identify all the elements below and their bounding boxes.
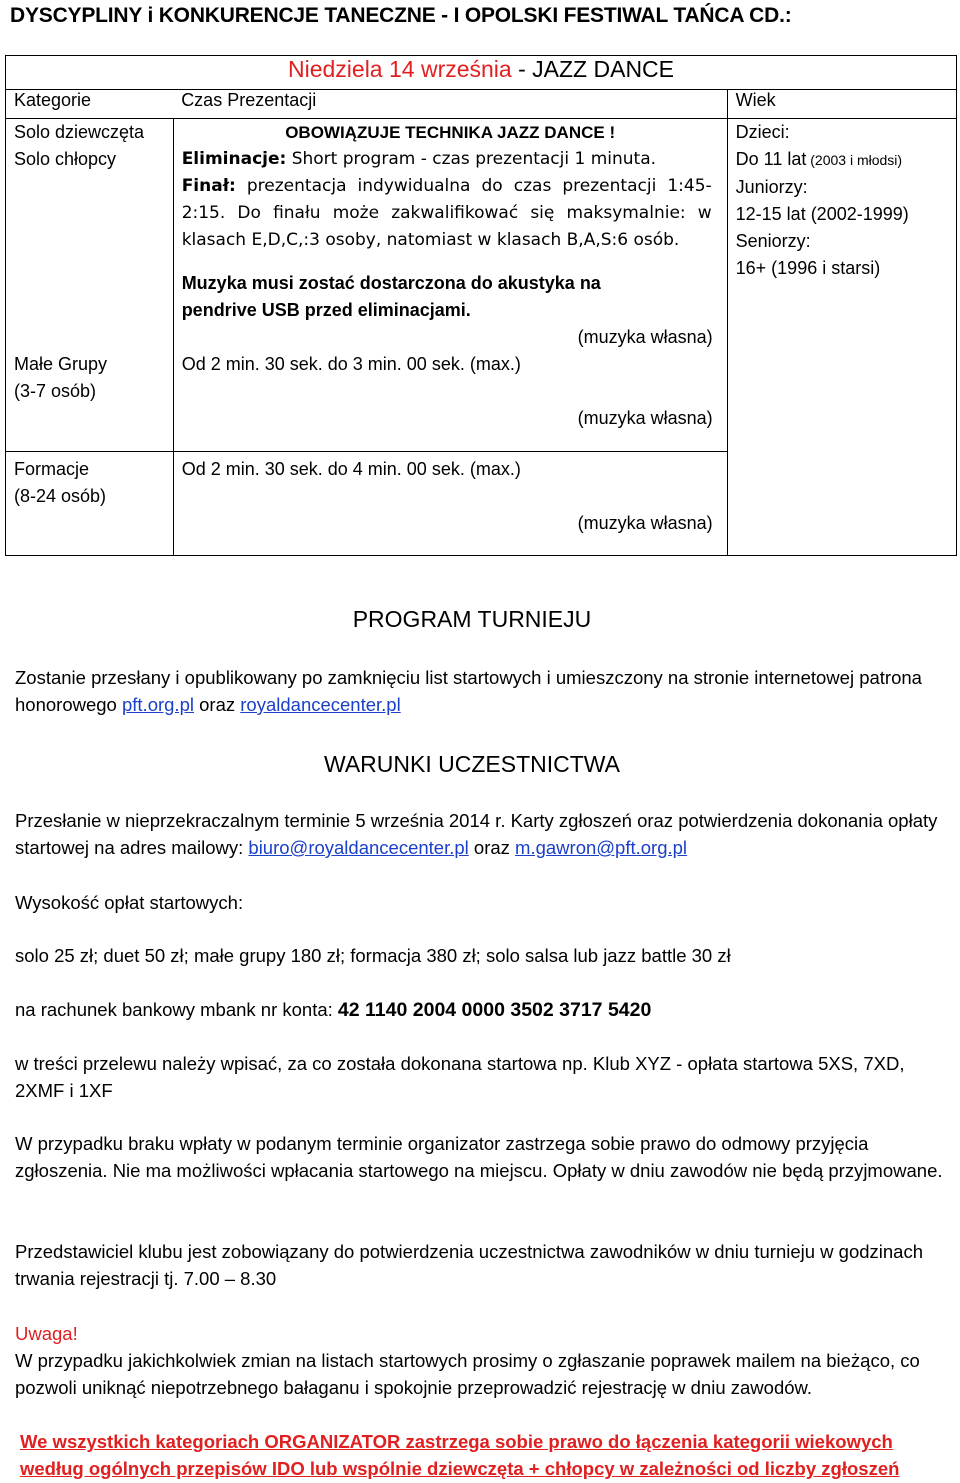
program-text: Zostanie przesłany i opublikowany po zamknięciu list startowych i umieszczony na stronie internetowej patrona honorowego pft.org.pl oraz royaldancecenter.pl	[15, 667, 922, 715]
account-number: 42 1140 2004 0000 3502 3717 5420	[337, 999, 652, 1021]
program-heading: PROGRAM TURNIEJU	[352, 606, 592, 632]
warning-label: Uwaga!	[15, 1323, 78, 1344]
age-cell: Dzieci: Do 11 lat (2003 i młodsi) Juniorzy: 12-15 lat (2002-1999) Seniorzy: 16+ (1996 i starsi)	[727, 119, 956, 556]
email-gawron-link[interactable]: m.gawron@pft.org.pl	[515, 837, 688, 858]
header-time: Czas Prezentacji	[173, 90, 727, 119]
header-row	[6, 90, 957, 119]
header-categories: Kategorie	[6, 90, 174, 119]
header-age: Wiek	[727, 90, 956, 119]
organizer-notice-line1: We wszystkich kategoriach ORGANIZATOR zastrzega sobie prawo do łączenia kategorii wiekowych	[20, 1431, 893, 1452]
solo-row	[6, 119, 957, 352]
bank-account: na rachunek bankowy mbank nr konta: 42 1140 2004 0000 3502 3717 5420	[15, 999, 652, 1021]
small-groups-category: Małe Grupy (3-7 osób)	[6, 351, 174, 452]
solo-rules: Eliminacje: Short program - czas prezentacji 1 minuta. Finał: prezentacja indywidualna do czas prezentacji 1:45-2:15. Do finału może zakwalifikować się maksymalnie: w klasach E,D,C,:3 osoby, natomiast w klasach B,A,S:6 osób.	[181, 149, 712, 250]
technique-note: OBOWIĄZUJE TECHNIKA JAZZ DANCE !	[285, 123, 616, 142]
no-payment-note: W przypadku braku wpłaty w podanym terminie organizator zastrzega sobie prawo do odmowy przyjęcia zgłoszenia. Nie ma możliwości wpłacania startowego na miejscu. Opłaty w dniu zawodów nie będą przyjmowane.	[15, 1133, 943, 1181]
organizer-notice-line2: według ogólnych przepisów IDO lub wspólnie dziewczęta + chłopcy w zależności od liczby zgłoszeń	[20, 1458, 900, 1479]
schedule-table	[5, 55, 957, 556]
transfer-note: w treści przelewu należy wpisać, za co została dokonana startowa np. Klub XYZ - opłata startowa 5XS, 7XD, 2XMF i 1XF	[15, 1053, 905, 1101]
day-title: Niedziela 14 września - JAZZ DANCE	[287, 56, 674, 82]
royaldancecenter-link[interactable]: royaldancecenter.pl	[240, 694, 401, 715]
email-biuro-link[interactable]: biuro@royaldancecenter.pl	[248, 837, 469, 858]
fees-list: solo 25 zł; duet 50 zł; małe grupy 180 zł; formacja 380 zł; solo salsa lub jazz battle 30 zł	[15, 945, 731, 966]
formations-info: Od 2 min. 30 sek. do 4 min. 00 sek. (max.) (muzyka własna)	[173, 452, 727, 556]
solo-own-music: (muzyka własna)	[577, 327, 713, 347]
music-note: Muzyka musi zostać dostarczona do akustyka na pendrive USB przed eliminacjami.	[181, 273, 601, 320]
representative-note: Przedstawiciel klubu jest zobowiązany do potwierdzenia uczestnictwa zawodników w dniu turnieju w godzinach trwania rejestracji tj. 7.00 – 8.30	[15, 1241, 924, 1289]
fees-label: Wysokość opłat startowych:	[15, 892, 244, 913]
solo-info	[173, 119, 727, 352]
day-row	[6, 56, 957, 90]
small-groups-info: Od 2 min. 30 sek. do 3 min. 00 sek. (max.) (muzyka własna)	[173, 351, 727, 452]
solo-category: Solo dziewczęta Solo chłopcy	[6, 119, 174, 352]
conditions-heading: WARUNKI UCZESTNICTWA	[323, 751, 620, 777]
formations-category: Formacje (8-24 osób)	[6, 452, 174, 556]
day-cell	[6, 56, 957, 90]
deadline-text: Przesłanie w nieprzekraczalnym terminie 5 września 2014 r. Karty zgłoszeń oraz potwierdzenia dokonania opłaty startowej na adres mailowy: biuro@royaldancecenter.pl oraz m.gawron@pft.org.pl	[15, 810, 938, 858]
pft-link[interactable]: pft.org.pl	[121, 694, 194, 715]
page-title: DYSCYPLINY i KONKURENCJE TANECZNE - I OPOLSKI FESTIWAL TAŃCA CD.:	[10, 4, 792, 27]
warning-text: W przypadku jakichkolwiek zmian na listach startowych prosimy o zgłaszanie poprawek mailem na bieżąco, co pozwoli uniknąć niepotrzebnego bałaganu i spokojnie przeprowadzić rejestrację w dniu zawodów.	[15, 1350, 920, 1398]
